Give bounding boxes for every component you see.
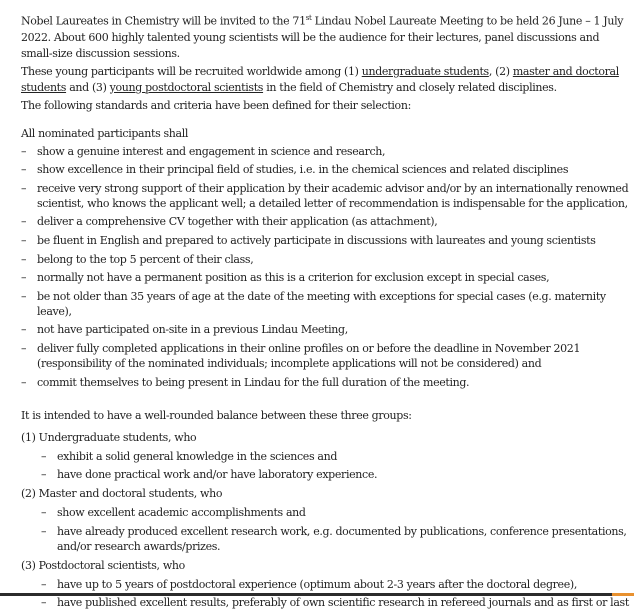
group-2-list <box>21 505 631 554</box>
groups-heading: It is intended to have a well-rounded balance between these three groups: <box>21 408 412 422</box>
intro-paragraph: Nobel Laureates in Chemistry will be invited to the 71st Lindau Nobel Laureate Meeting to be held 26 June – 1 July 2022. About 600 highly talented young scientists will be the audience for their lectures, panel discussions and small-size discussion sessions. <box>21 14 624 60</box>
criteria-intro: The following standards and criteria have been defined for their selection: <box>21 98 411 112</box>
list-item: – show excellent academic accomplishments and <box>41 505 631 520</box>
list-item: – normally not have a permanent position as this is a criterion for exclusion except in special cases, <box>21 270 631 285</box>
criteria-list <box>21 144 631 390</box>
list-item: – deliver fully completed applications in their online profiles on or before the deadline in November 2021 (responsibility of the nominated individuals; incomplete applications will not be considered) and <box>21 341 631 371</box>
list-item: – have already produced excellent research work, e.g. documented by publications, conference presentations, and/or research awards/prizes. <box>41 524 631 554</box>
group-2-title: (2) Master and doctoral students, who <box>21 487 223 501</box>
list-item: – be fluent in English and prepared to actively participate in discussions with laureates and young scientists <box>21 233 631 248</box>
list-item: – commit themselves to being present in Lindau for the full duration of the meeting. <box>21 375 631 390</box>
link-undergraduate[interactable]: undergraduate students <box>361 64 489 78</box>
list-item: – be not older than 35 years of age at the date of the meeting with exceptions for special cases (e.g. maternity leave), <box>21 289 631 319</box>
list-item: – not have participated on-site in a previous Lindau Meeting, <box>21 322 631 337</box>
list-item: – have done practical work and/or have laboratory experience. <box>41 467 631 482</box>
list-item: – belong to the top 5 percent of their class, <box>21 252 631 267</box>
list-item: – receive very strong support of their application by their academic advisor and/or by an internationally renowned scientist, who knows the applicant well; a detailed letter of recommendation is indispensable for the application, <box>21 181 631 211</box>
group-1-list <box>21 449 631 483</box>
list-item: – deliver a comprehensive CV together with their application (as attachment), <box>21 214 631 229</box>
group-3-title: (3) Postdoctoral scientists, who <box>21 558 185 572</box>
list-item: – have published excellent results, preferably of own scientific research in refereed journals and as first or last <box>41 595 631 610</box>
criteria-heading: All nominated participants shall <box>21 126 189 140</box>
list-item: – have up to 5 years of postdoctoral experience (optimum about 2-3 years after the doctoral degree), <box>41 577 631 592</box>
list-item: – show excellence in their principal field of studies, i.e. in the chemical sciences and related disciplines <box>21 162 631 177</box>
link-master-doctoral[interactable]: master and doctoral students <box>21 64 619 94</box>
groups-paragraph: These young participants will be recruited worldwide among (1) undergraduate students, (2) master and doctoral students and (3) young postdoctoral scientists in the field of Chemistry and closely related disciplines. <box>21 64 619 94</box>
group-1-title: (1) Undergraduate students, who <box>21 430 197 444</box>
document-body <box>21 10 631 614</box>
list-item: – exhibit a solid general knowledge in the sciences and <box>41 449 631 464</box>
list-item: – show a genuine interest and engagement in science and research, <box>21 144 631 159</box>
link-postdoc[interactable]: young postdoctoral scientists <box>109 80 264 94</box>
